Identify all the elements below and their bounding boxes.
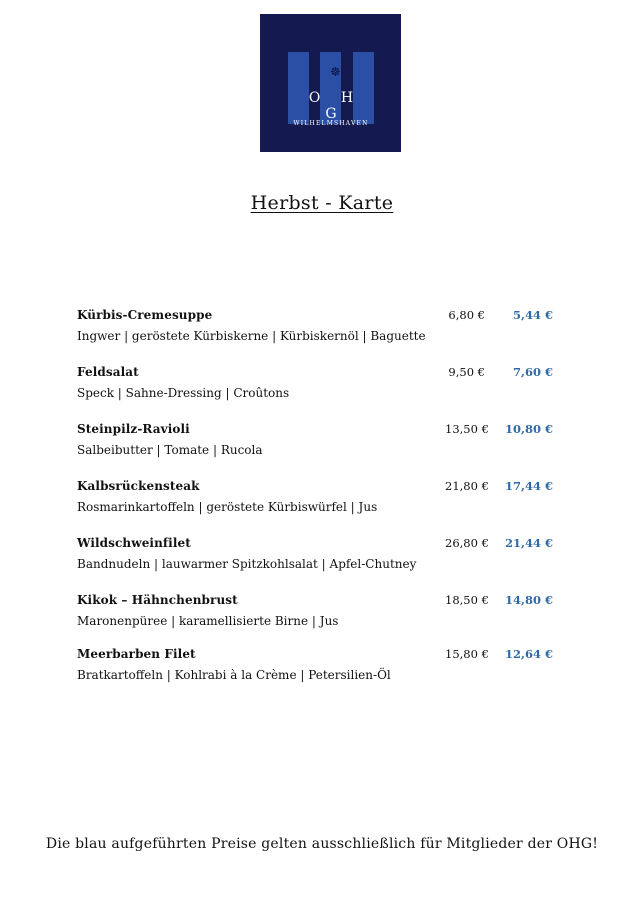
dish-price: 26,80 €: [445, 536, 489, 550]
member-price: 10,80 €: [505, 422, 554, 436]
dish-name: Steinpilz-Ravioli: [77, 422, 190, 436]
menu-item: [77, 422, 577, 462]
member-price-note: Die blau aufgeführten Preise gelten ausschließlich für Mitglieder der OHG!: [45, 836, 599, 852]
dish-price: 15,80 €: [445, 647, 489, 661]
member-price: 12,64 €: [505, 647, 554, 661]
menu-item: [77, 308, 577, 348]
dish-price: 9,50 €: [448, 365, 485, 379]
dish-name: Feldsalat: [77, 365, 139, 379]
member-price: 17,44 €: [505, 479, 554, 493]
dish-description: Bandnudeln | lauwarmer Spitzkohlsalat | Apfel-Chutney: [77, 557, 417, 571]
dish-name: Kikok – Hähnchenbrust: [77, 593, 238, 607]
dish-name: Wildschweinfilet: [77, 536, 191, 550]
dish-price: 21,80 €: [445, 479, 489, 493]
ship-wheel-icon: ☸: [330, 65, 341, 79]
member-price: 5,44 €: [512, 308, 553, 322]
member-price: 14,80 €: [505, 593, 554, 607]
dish-description: Rosmarinkartoffeln | geröstete Kürbiswürfel | Jus: [77, 500, 378, 514]
member-price: 7,60 €: [512, 365, 553, 379]
dish-name: Kalbsrückensteak: [77, 479, 200, 493]
dish-price: 13,50 €: [445, 422, 489, 436]
menu-item: [77, 365, 577, 405]
menu-item: [77, 593, 577, 633]
menu-item: [77, 536, 577, 576]
dish-description: Speck | Sahne-Dressing | Croûtons: [77, 386, 290, 400]
dish-description: Bratkartoffeln | Kohlrabi à la Crème | Petersilien-Öl: [77, 668, 391, 682]
dish-description: Salbeibutter | Tomate | Rucola: [77, 443, 263, 457]
menu-title: Herbst - Karte: [250, 192, 394, 214]
menu-item: [77, 479, 577, 519]
dish-name: Kürbis-Cremesuppe: [77, 308, 213, 322]
logo-town: WILHELMSHAVEN: [293, 120, 369, 127]
ohg-logo: [260, 14, 401, 152]
dish-description: Ingwer | geröstete Kürbiskerne | Kürbiskernöl | Baguette: [77, 329, 426, 343]
member-price: 21,44 €: [505, 536, 554, 550]
logo-letters: O H G: [308, 90, 362, 122]
dish-description: Maronenpüree | karamellisierte Birne | Jus: [77, 614, 339, 628]
dish-name: Meerbarben Filet: [77, 647, 196, 661]
menu-item: [77, 647, 577, 687]
logo-emblem: [288, 52, 374, 128]
dish-price: 18,50 €: [445, 593, 489, 607]
dish-price: 6,80 €: [448, 308, 485, 322]
